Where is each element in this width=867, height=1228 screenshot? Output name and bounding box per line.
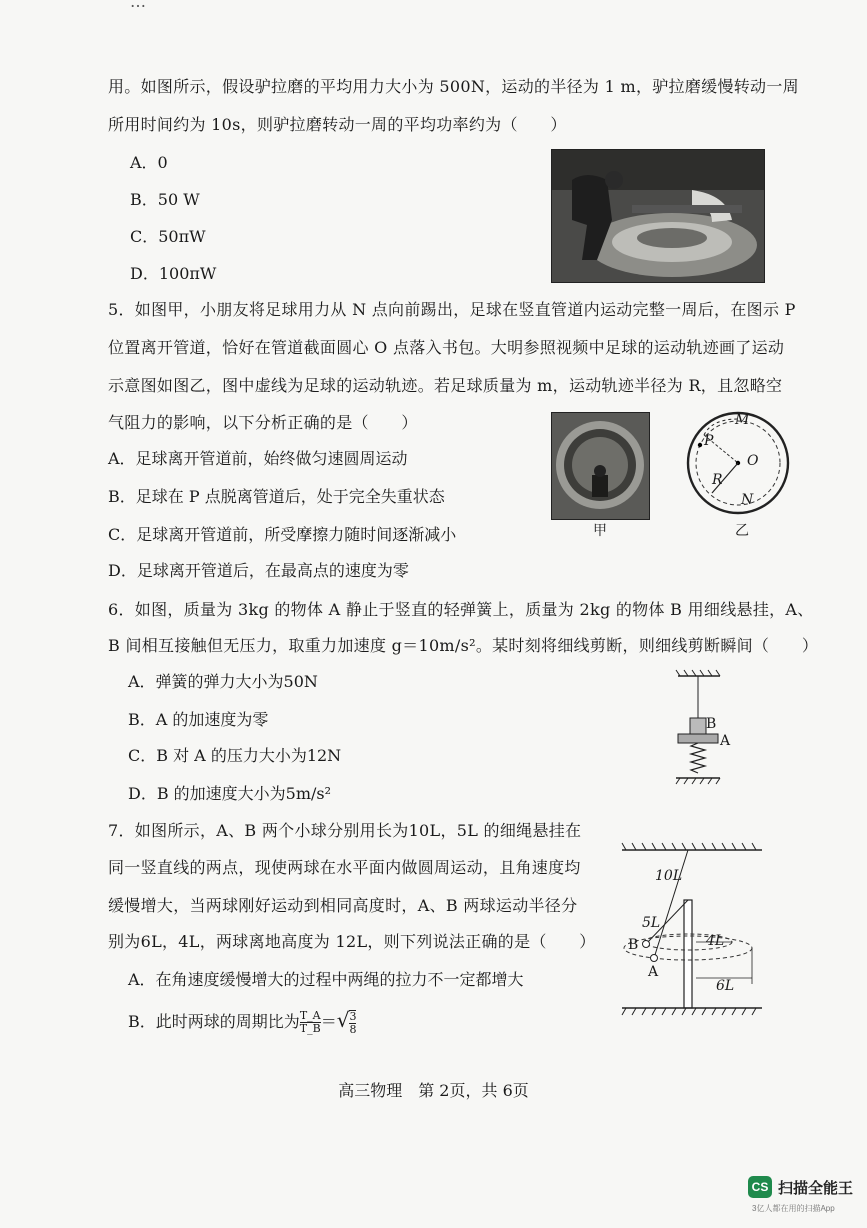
label-10l: 10L (655, 868, 683, 884)
q6-option-d: D．B 的加速度大小为5m/s² (128, 784, 332, 803)
spring-block-diagram (668, 668, 738, 792)
ball-a (651, 955, 658, 962)
block-a (678, 734, 718, 743)
label-ball-b: B (628, 937, 639, 953)
q5-line2: 位置离开管道，恰好在管道截面圆心 O 点落入书包。大明参照视频中足球的运动轨迹画了运动 (108, 338, 785, 357)
scanner-app-name: 扫描全能王 (778, 1180, 854, 1197)
sqrt-sign: √ (336, 1008, 350, 1032)
q7-option-b-prefix: B．此时两球的周期比为 (128, 1012, 300, 1031)
label-block-a: A (720, 733, 731, 749)
conical-pendulum-diagram (612, 838, 772, 1018)
block-b (690, 718, 706, 734)
caption-yi: 乙 (735, 523, 749, 539)
page-footer: 高三物理 第 2页，共 6页 (338, 1081, 529, 1100)
football-pipe-photo-svg (552, 413, 649, 519)
vertical-pole (684, 900, 692, 1008)
q6-option-c: C．B 对 A 的压力大小为12N (128, 746, 342, 765)
ceiling-hatch (676, 670, 720, 676)
label-o: O (747, 453, 759, 469)
q5-option-d: D．足球离开管道后，在最高点的速度为零 (108, 561, 409, 580)
q7-line2: 同一竖直线的两点，现使两球在水平面内做圆周运动，且角速度均 (108, 858, 581, 877)
scanner-logo-icon: CS (748, 1176, 772, 1198)
period-ratio-fraction (300, 1010, 321, 1035)
sqrt-denominator: 8 (349, 1022, 357, 1036)
q4-option-a: A．0 (130, 153, 168, 172)
label-n: N (741, 492, 754, 508)
q5-line3: 示意图如图乙，图中虚线为足球的运动轨迹。若足球质量为 m，运动轨迹半径为 R，且忽略空 (108, 376, 783, 395)
donkey-mill-photo (551, 149, 765, 283)
point-p (698, 443, 702, 447)
q5-line1: 5．如图甲，小朋友将足球用力从 N 点向前踢出，足球在竖直管道内运动完整一周后，在图示 P (108, 300, 796, 319)
q4-line2: 所用时间约为 10s，则驴拉磨转动一周的平均功率约为（ ） (108, 115, 567, 134)
label-r: R (712, 472, 723, 488)
q7-option-b (128, 1008, 356, 1036)
top-cut-text: … (130, 0, 152, 11)
q7-line3: 缓慢增大，当两球刚好运动到相同高度时，A、B 两球运动半径分 (108, 896, 578, 915)
q4-option-d: D．100πW (130, 264, 217, 283)
q6-line2: B 间相互接触但无压力，取重力加速度 g＝10m/s²。某时刻将细线剪断，则细线剪断瞬间（ ） (108, 636, 819, 655)
q5-option-c: C．足球离开管道前，所受摩擦力随时间逐渐减小 (108, 525, 457, 544)
ground-hatch (676, 778, 720, 784)
period-ratio-numerator: T_A (299, 1009, 321, 1022)
spring (691, 743, 705, 773)
q6-option-a: A．弹簧的弹力大小为50N (128, 672, 318, 691)
label-6l: 6L (716, 978, 735, 994)
q7-line4: 别为6L，4L，两球离地高度为 12L，则下列说法正确的是（ ） (108, 932, 596, 951)
caption-jia: 甲 (593, 523, 607, 539)
equals-sign: ＝ (320, 1012, 337, 1031)
label-5l: 5L (642, 915, 661, 931)
football-pipe-photo (551, 412, 650, 520)
label-ball-a: A (648, 964, 659, 980)
label-m: M (735, 412, 750, 428)
label-p: P (704, 433, 714, 449)
label-block-b: B (706, 716, 717, 732)
ball-b (643, 941, 650, 948)
q5-option-a: A．足球离开管道前，始终做匀速圆周运动 (108, 449, 408, 468)
rope-a (654, 850, 688, 958)
scanner-tagline: 3亿人都在用的扫描App (752, 1204, 835, 1213)
donkey-mill-photo-svg (552, 150, 764, 282)
q5-option-b: B．足球在 P 点脱离管道后，处于完全失重状态 (108, 487, 445, 506)
q7-option-a: A．在角速度缓慢增大的过程中两绳的拉力不一定都增大 (128, 970, 524, 989)
q4-line1: 用。如图所示，假设驴拉磨的平均用力大小为 500N，运动的半径为 1 m，驴拉磨缓慢转动一周 (108, 77, 799, 96)
q6-line1: 6．如图，质量为 3kg 的物体 A 静止于竖直的轻弹簧上，质量为 2kg 的物体 B 用细线悬挂，A、 (108, 600, 814, 619)
sqrt-fraction (349, 1010, 356, 1036)
q7-line1: 7．如图所示，A、B 两个小球分别用长为10L，5L 的细绳悬挂在 (108, 821, 582, 840)
label-4l: 4L (706, 933, 725, 949)
q4-option-c: C．50πW (130, 227, 206, 246)
ceiling-hatch-7 (622, 843, 756, 850)
ground-hatch-7 (622, 1008, 756, 1015)
q4-option-b: B．50 W (130, 190, 200, 209)
q6-option-b: B．A 的加速度为零 (128, 710, 269, 729)
sqrt-numerator: 3 (349, 1009, 357, 1023)
q5-line4: 气阻力的影响，以下分析正确的是（ ） (108, 413, 418, 432)
period-ratio-denominator: T_B (299, 1022, 321, 1035)
